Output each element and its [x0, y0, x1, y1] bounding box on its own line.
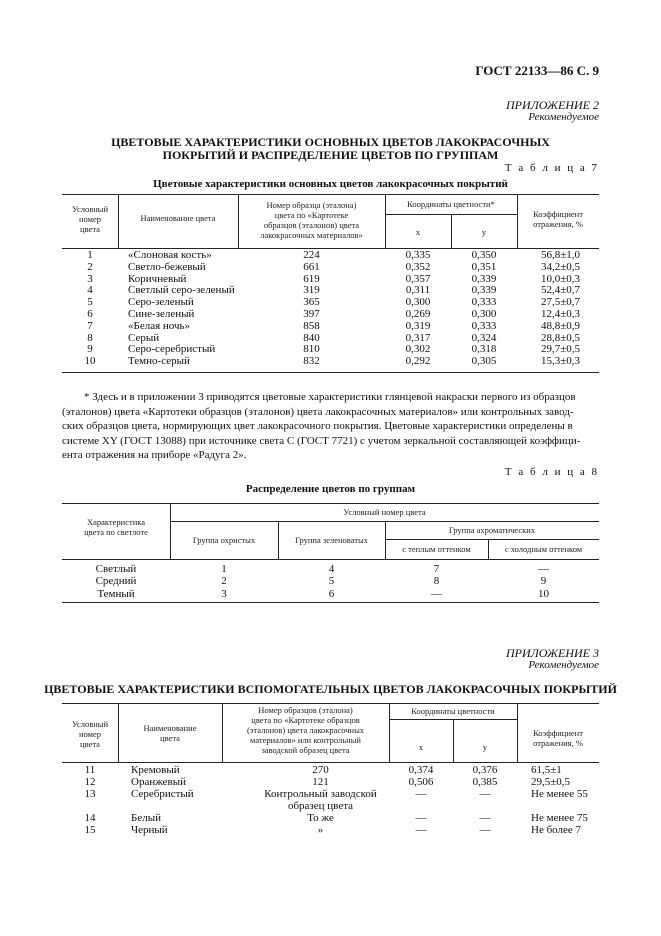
t9-cell-sample-line-2: образец цвета [287, 800, 354, 812]
t9-header-name: Наименование цвета [143, 723, 197, 743]
t7-header-sample: Номер образца (эталона) цвета по «Картотеке образцов (эталонов) цвета лакокрасочных материалов» [260, 200, 363, 240]
t7-cell-y: 0,351 [471, 260, 497, 273]
t7-cell-sample: 224 [303, 249, 320, 261]
table-row [0, 308, 661, 320]
t9-cell-sample: » [317, 824, 324, 836]
appendix-2-heading-line-1: ЦВЕТОВЫЕ ХАРАКТЕРИСТИКИ ОСНОВНЫХ ЦВЕТОВ ЛАКОКРАСОЧНЫХ [111, 135, 550, 149]
t9-cell-x: 0,374 [408, 764, 434, 776]
t9-cell-sample: То же [307, 812, 334, 824]
t7-cell-y: 0,350 [471, 249, 497, 261]
t8-cell-green: 6 [328, 587, 335, 600]
appendix-2-title: ПРИЛОЖЕНИЕ 2 [506, 98, 599, 112]
t7-cell-coef: 12,4±0,3 [541, 308, 581, 320]
t9-cell-name: Кремовый [131, 764, 180, 776]
t9-cell-x: — [415, 788, 427, 800]
t7-cell-num: 7 [87, 319, 93, 332]
t8-cell-ochre: 2 [221, 575, 227, 588]
t9-cell-x: — [415, 812, 427, 824]
t7-cell-x: 0,311 [405, 284, 431, 297]
appendix-2-subtitle: Рекомендуемое [528, 111, 599, 123]
t7-cell-name: Коричневый [128, 272, 187, 285]
table-row [0, 343, 661, 355]
table-row [0, 355, 661, 367]
t7-cell-num: 3 [87, 272, 93, 285]
t7-cell-x: 0,317 [405, 331, 431, 344]
t9-cell-x: 0,506 [408, 776, 434, 788]
t9-cell-num: 15 [84, 824, 96, 836]
t8-cell-warm: 8 [433, 575, 440, 588]
t7-cell-y: 0,305 [471, 355, 497, 368]
t7-cell-coef: 48,8±0,9 [541, 319, 581, 332]
table-row [0, 332, 661, 344]
table-row [0, 261, 661, 273]
t7-cell-sample: 365 [303, 296, 320, 309]
t8-cell-ochre: 1 [221, 563, 227, 575]
t7-cell-sample: 858 [303, 319, 320, 332]
table-row [0, 824, 661, 836]
footnote-line-5: ента отражения на приборе «Радуга 2». [62, 449, 247, 461]
t7-cell-sample: 840 [303, 331, 320, 344]
t7-cell-sample: 661 [303, 260, 320, 273]
t7-cell-x: 0,335 [405, 249, 431, 261]
table-row [0, 588, 661, 600]
t9-cell-y: 0,376 [472, 764, 498, 776]
t7-cell-y: 0,324 [471, 331, 497, 344]
t8-cell-char: Темный [97, 587, 135, 600]
t9-cell-name: Белый [131, 812, 161, 824]
t7-cell-coef: 52,4±0,7 [541, 284, 581, 297]
t8-cell-warm: — [431, 587, 442, 600]
t7-cell-coef: 56,8±1,0 [541, 249, 581, 261]
t9-cell-name: Серебристый [131, 788, 194, 800]
t7-cell-name: Темно-серый [128, 355, 190, 368]
t9-cell-sample: 270 [312, 764, 329, 776]
t7-cell-sample: 397 [303, 308, 320, 320]
t7-cell-y: 0,333 [471, 319, 497, 332]
t7-cell-coef: 34,2±0,5 [541, 260, 581, 273]
t9-cell-y: — [479, 788, 491, 800]
t7-cell-sample: 832 [303, 355, 320, 368]
appendix-3-title: ПРИЛОЖЕНИЕ 3 [506, 646, 599, 660]
t7-cell-y: 0,339 [471, 272, 497, 285]
t9-cell-coef: 29,5±0,5 [531, 776, 571, 788]
t7-cell-x: 0,357 [405, 272, 431, 285]
t7-cell-x: 0,302 [405, 343, 431, 356]
table-row [0, 249, 661, 261]
table-7-caption: Т а б л и ц а 7 [504, 162, 599, 174]
footnote [62, 390, 599, 463]
t9-cell-num: 13 [84, 788, 96, 800]
t9-cell-coef: Не более 7 [531, 824, 582, 836]
t7-header-y: y [481, 227, 487, 237]
t7-cell-coef: 29,7±0,5 [541, 343, 581, 356]
footnote-line-2: (эталонов) цвета «Картотеки образцов (эталонов) цвета лакокрасочных материалов» или контрольных завод- [62, 405, 574, 418]
t7-cell-coef: 15,3±0,3 [541, 355, 581, 368]
t9-header-coords: Координаты цветности [411, 706, 495, 716]
t7-cell-num: 10 [84, 355, 96, 368]
t7-header-coef: Коэффициент отражения, % [533, 209, 583, 229]
table-8-caption: Т а б л и ц а 8 [504, 466, 599, 478]
t8-cell-warm: 7 [433, 563, 440, 575]
t8-cell-ochre: 3 [221, 587, 227, 600]
t9-cell-sample: 121 [312, 776, 329, 788]
t7-header-num: Условный номер цвета [71, 204, 109, 234]
t7-cell-x: 0,300 [405, 296, 431, 309]
t8-cell-cold: — [538, 563, 549, 575]
table-row [0, 788, 661, 812]
t7-cell-name: Серо-серебристый [128, 343, 216, 356]
t9-cell-x: — [415, 824, 427, 836]
t9-cell-name: Черный [131, 824, 168, 836]
t7-cell-name: Серый [128, 331, 160, 344]
t9-cell-coef: Не менее 75 [531, 812, 588, 824]
t9-header-coef: Коэффициент отражения, % [533, 728, 583, 748]
t8-cell-char: Светлый [95, 563, 137, 575]
footnote-line-3: ских образцов цвета, нормирующих цвет лакокрасочного покрытия. Цветовые характеристики определены в [62, 420, 573, 432]
t9-cell-y: — [479, 824, 491, 836]
t9-cell-coef: Не менее 55 [531, 788, 588, 800]
t8-cell-green: 4 [328, 563, 335, 575]
t8-header-ochre: Группа охристых [192, 535, 256, 545]
t8-header-achrom: Группа ахроматических [448, 525, 536, 535]
t9-cell-y: 0,385 [472, 776, 498, 788]
t7-cell-sample: 619 [303, 272, 320, 285]
t7-cell-num: 4 [87, 284, 93, 297]
t7-cell-sample: 810 [303, 343, 320, 356]
t7-cell-coef: 27,5±0,7 [541, 296, 581, 309]
t7-cell-x: 0,292 [405, 355, 431, 368]
t7-cell-name: Серо-зеленый [128, 296, 194, 309]
table-row [0, 284, 661, 296]
t7-cell-name: Светлый серо-зеленый [128, 284, 235, 297]
t7-cell-num: 5 [87, 296, 93, 309]
page-header: ГОСТ 22133—86 С. 9 [475, 63, 599, 78]
t7-cell-num: 8 [87, 331, 93, 344]
footnote-line-4: системе XY (ГОСТ 13088) при источнике света С (ГОСТ 7721) с учетом зеркальной составляющей коэффици- [62, 434, 581, 447]
t7-cell-y: 0,300 [471, 308, 497, 320]
t7-cell-name: «Белая ночь» [128, 319, 191, 332]
table-row [0, 563, 661, 575]
t9-header-sample: Номер образцов (эталона) цвета по «Картотеке образцов (эталонов) цвета лакокрасочных материалов» или контрольный заводской образец цвета [246, 705, 365, 755]
table-row [0, 776, 661, 788]
t7-cell-x: 0,319 [405, 319, 431, 332]
t9-header-x: x [418, 742, 424, 752]
appendix-3-subtitle: Рекомендуемое [528, 659, 599, 671]
t9-header-y: y [482, 742, 488, 752]
t7-cell-num: 2 [87, 260, 93, 273]
t9-cell-num: 14 [84, 812, 96, 824]
t8-header-warm: с теплым оттенком [402, 544, 471, 554]
t7-cell-num: 9 [87, 343, 93, 356]
t8-cell-char: Средний [95, 575, 137, 588]
t8-cell-cold: 9 [540, 575, 547, 588]
t7-header-coords: Координаты цветности* [407, 199, 495, 209]
t9-cell-name: Оранжевый [131, 776, 187, 788]
t8-header-cold: с холодным оттенком [504, 544, 583, 554]
t7-cell-name: Сине-зеленый [128, 308, 195, 320]
t7-cell-num: 1 [87, 249, 93, 261]
t8-header-green: Группа зеленоватых [295, 535, 368, 545]
t9-cell-coef: 61,5±1 [531, 764, 562, 776]
t7-header-x: x [415, 227, 421, 237]
t7-cell-coef: 10,0±0,3 [541, 272, 581, 285]
table-row [0, 764, 661, 776]
t7-cell-coef: 28,8±0,5 [541, 331, 581, 344]
t7-cell-x: 0,269 [405, 308, 431, 320]
t8-cell-green: 5 [328, 575, 335, 588]
t7-cell-x: 0,352 [405, 260, 431, 273]
t7-cell-name: «Слоновая кость» [128, 249, 212, 261]
table-row [0, 812, 661, 824]
t7-cell-y: 0,318 [471, 343, 497, 356]
t8-header-char: Характеристика цвета по светлоте [84, 517, 148, 537]
table-7-title: Цветовые характеристики основных цветов лакокрасочных покрытий [153, 178, 508, 190]
t8-header-cond: Условный номер цвета [343, 507, 426, 517]
appendix-2-heading-line-2: ПОКРЫТИЙ И РАСПРЕДЕЛЕНИЕ ЦВЕТОВ ПО ГРУППАМ [162, 148, 499, 162]
table-row [0, 296, 661, 308]
t7-cell-sample: 319 [303, 284, 320, 297]
table-row [0, 273, 661, 285]
appendix-3-heading: ЦВЕТОВЫЕ ХАРАКТЕРИСТИКИ ВСПОМОГАТЕЛЬНЫХ ЦВЕТОВ ЛАКОКРАСОЧНЫХ ПОКРЫТИЙ [44, 682, 617, 696]
table-row [0, 320, 661, 332]
footnote-line-1: * Здесь и в приложении 3 приводятся цветовые характеристики глянцевой накраски первого из образцов [84, 391, 576, 403]
t7-cell-num: 6 [87, 308, 93, 320]
t7-cell-name: Светло-бежевый [128, 260, 206, 273]
t7-cell-y: 0,339 [471, 284, 497, 297]
t9-cell-num: 12 [84, 776, 96, 788]
t9-cell-sample: Контрольный заводской [264, 788, 377, 800]
table-8-title: Распределение цветов по группам [245, 483, 416, 495]
table-row [0, 575, 661, 587]
t9-header-num: Условный номер цвета [71, 719, 109, 749]
t8-cell-cold: 10 [538, 587, 549, 600]
t9-cell-num: 11 [84, 764, 96, 776]
t7-cell-y: 0,333 [471, 296, 497, 309]
t7-header-name: Наименование цвета [140, 213, 216, 223]
t9-cell-y: — [479, 812, 491, 824]
